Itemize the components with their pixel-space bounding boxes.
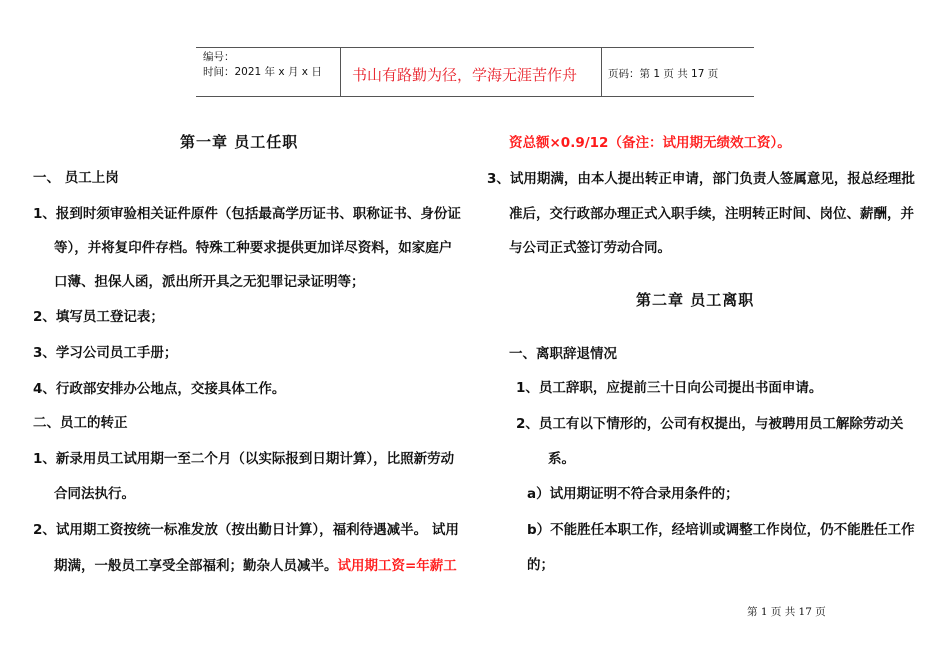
- paragraph-line: 口薄、担保人函，派出所开具之无犯罪记录证明等；: [54, 274, 365, 290]
- paragraph-line: 等），并将复印件存档。特殊工种要求提供更加详尽资料，如家庭户: [54, 240, 453, 256]
- paragraph-line: 1、报到时须审验相关证件原件（包括最高学历证书、职称证书、身份证: [33, 206, 461, 222]
- chapter-one-title: 第一章 员工任职: [180, 133, 299, 151]
- page-indicator: 页码：第 1 页 共 17 页: [608, 68, 719, 80]
- section-heading-probation: 二、员工的转正: [33, 415, 128, 431]
- header-bottom-border: [196, 96, 754, 97]
- text-run: 期满，一般员工享受全部福利；勤杂人员减半。: [54, 558, 338, 574]
- list-item: 3、学习公司员工手册；: [33, 345, 178, 361]
- salary-formula-highlight: 试用期工资=年薪工: [337, 558, 457, 574]
- header-divider-right: [601, 47, 602, 97]
- header-top-border: [196, 47, 754, 48]
- list-item: a）试用期证明不符合录用条件的；: [527, 486, 739, 502]
- paragraph-line: 3、试用期满，由本人提出转正申请，部门负责人签属意见，报总经理批: [487, 171, 915, 187]
- paragraph-line: [54, 554, 457, 574]
- list-item: 4、行政部安排办公地点，交接具体工作。: [33, 381, 286, 397]
- paragraph-line: 合同法执行。: [54, 486, 135, 502]
- page-footer: 第 1 页 共 17 页: [747, 606, 826, 618]
- motto-text: 书山有路勤为径，学海无涯苦作舟: [352, 66, 578, 84]
- list-item: 1、员工辞职，应提前三十日向公司提出书面申请。: [516, 380, 823, 396]
- list-item: 2、填写员工登记表；: [33, 309, 164, 325]
- paragraph-line: 与公司正式签订劳动合同。: [509, 240, 671, 256]
- salary-formula-continuation: 资总额×0.9/12（备注：试用期无绩效工资）。: [509, 135, 791, 151]
- paragraph-line: b）不能胜任本职工作，经培训或调整工作岗位，仍不能胜任工作: [527, 522, 915, 538]
- document-time: 时间：2021 年 x 月 x 日: [203, 66, 322, 78]
- paragraph-line: 1、新录用员工试用期一至二个月（以实际报到日期计算），比照新劳动: [33, 451, 455, 467]
- section-heading-onboarding: 一、 员工上岗: [33, 170, 119, 186]
- paragraph-line: 的；: [527, 557, 554, 573]
- section-heading-resignation: 一、离职辞退情况: [509, 346, 617, 362]
- header-divider-left: [340, 47, 341, 97]
- paragraph-line: 2、试用期工资按统一标准发放（按出勤日计算），福利待遇减半。 试用: [33, 522, 459, 538]
- chapter-two-title: 第二章 员工离职: [636, 291, 755, 309]
- document-number: 编号：: [203, 51, 235, 63]
- paragraph-line: 准后，交行政部办理正式入职手续，注明转正时间、岗位、薪酬，并: [509, 206, 914, 222]
- paragraph-line: 系。: [548, 451, 575, 467]
- paragraph-line: 2、员工有以下情形的，公司有权提出，与被聘用员工解除劳动关: [516, 416, 904, 432]
